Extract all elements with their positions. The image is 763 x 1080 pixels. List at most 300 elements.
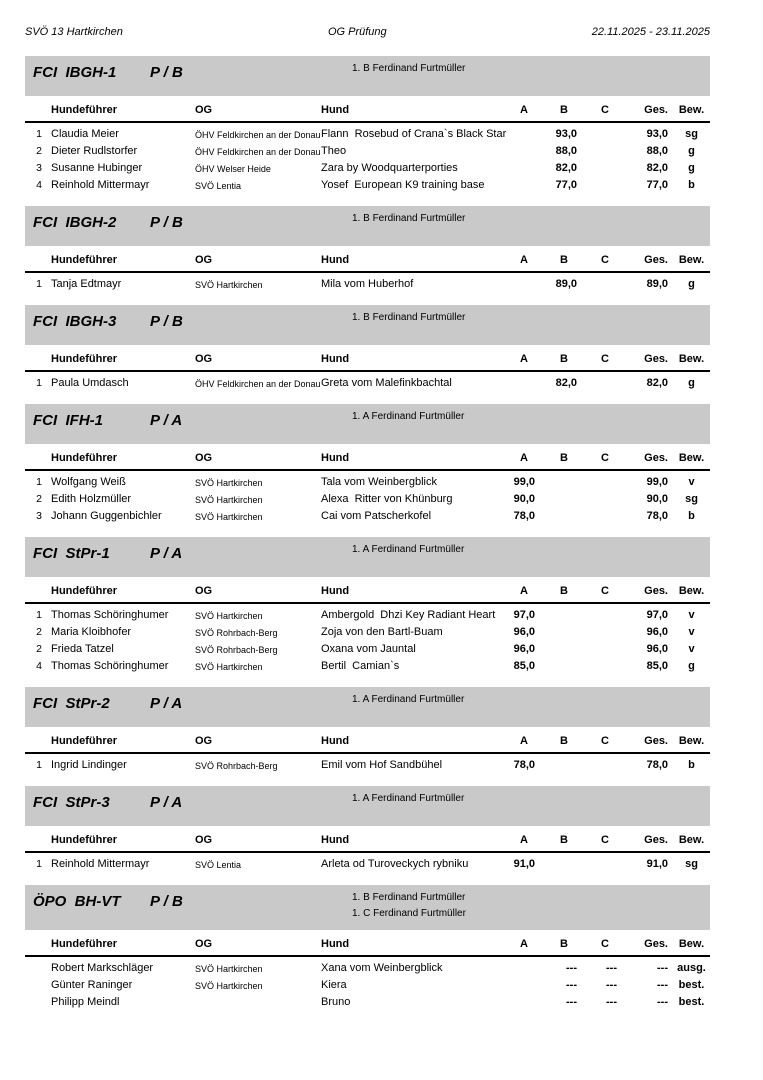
result-row xyxy=(25,624,710,641)
column-header-og: OG xyxy=(193,104,319,122)
score-c-cell xyxy=(585,160,625,177)
column-header-a: A xyxy=(505,834,543,852)
rank-cell: 1 xyxy=(36,377,42,389)
section-title: FCI StPr-3 xyxy=(33,794,110,811)
dog-cell: Oxana vom Jauntal xyxy=(321,643,416,655)
og-cell: SVÖ Rohrbach-Berg xyxy=(195,761,278,771)
result-row xyxy=(25,977,710,994)
column-header-rank xyxy=(25,938,49,956)
score-c-cell xyxy=(585,371,625,392)
score-c-cell xyxy=(585,641,625,658)
column-header-row xyxy=(25,834,710,852)
dog-cell: Zara by Woodquarterporties xyxy=(321,162,458,174)
column-header-c: C xyxy=(585,452,625,470)
results-body xyxy=(25,272,710,293)
section-mode: P / B xyxy=(150,214,183,231)
judge-line: 1. A Ferdinand Furtmüller xyxy=(352,793,465,804)
column-header-rank xyxy=(25,254,49,272)
column-header-row xyxy=(25,735,710,753)
results-body xyxy=(25,603,710,675)
column-header-row xyxy=(25,104,710,122)
trial-section xyxy=(25,206,710,293)
og-cell: SVÖ Lentia xyxy=(195,181,242,191)
column-header-a: A xyxy=(505,254,543,272)
dog-cell: Mila vom Huberhof xyxy=(321,278,414,290)
rank-cell: 2 xyxy=(36,626,42,638)
event-dates: 22.11.2025 - 23.11.2025 xyxy=(591,26,710,38)
section-header-bar xyxy=(25,305,710,345)
handler-cell: Reinhold Mittermayr xyxy=(51,858,150,870)
column-header-og: OG xyxy=(193,353,319,371)
column-header-c: C xyxy=(585,585,625,603)
column-header-c: C xyxy=(585,353,625,371)
column-header-rank xyxy=(25,452,49,470)
score-a-cell: 91,0 xyxy=(513,858,535,870)
handler-cell: Claudia Meier xyxy=(51,128,119,140)
score-b-cell xyxy=(543,491,585,508)
score-b-cell: 82,0 xyxy=(555,162,577,174)
judge-list xyxy=(25,687,710,716)
score-c-cell xyxy=(585,658,625,675)
score-a-cell: 78,0 xyxy=(513,759,535,771)
dog-cell: Arleta od Turoveckych rybniku xyxy=(321,858,469,870)
score-a-cell: 99,0 xyxy=(513,476,535,488)
score-a-cell xyxy=(505,122,543,143)
score-c-cell xyxy=(585,624,625,641)
og-cell: SVÖ Hartkirchen xyxy=(195,280,263,290)
handler-cell: Edith Holzmüller xyxy=(51,493,132,505)
column-header-og: OG xyxy=(193,834,319,852)
column-header-a: A xyxy=(505,452,543,470)
result-row xyxy=(25,658,710,675)
score-c-cell: --- xyxy=(606,996,617,1008)
column-header-row xyxy=(25,585,710,603)
score-b-cell: 82,0 xyxy=(555,377,577,389)
section-header-bar xyxy=(25,206,710,246)
results-table xyxy=(25,834,710,873)
trial-section xyxy=(25,537,710,675)
result-row xyxy=(25,508,710,525)
rating-cell: g xyxy=(688,162,695,174)
rating-cell: v xyxy=(688,476,695,488)
og-cell: SVÖ Lentia xyxy=(195,860,242,870)
judge-line: 1. B Ferdinand Furtmüller xyxy=(352,312,466,323)
result-row xyxy=(25,470,710,491)
column-header-rating: Bew. xyxy=(673,735,710,753)
column-header-rating: Bew. xyxy=(673,938,710,956)
judge-line: 1. B Ferdinand Furtmüller xyxy=(352,63,466,74)
column-header-total: Ges. xyxy=(625,585,673,603)
result-row xyxy=(25,641,710,658)
result-row xyxy=(25,371,710,392)
section-mode: P / A xyxy=(150,695,183,712)
score-b-cell: 89,0 xyxy=(555,278,577,290)
og-cell: SVÖ Rohrbach-Berg xyxy=(195,645,278,655)
score-a-cell: 97,0 xyxy=(513,609,535,621)
section-title: FCI IFH-1 xyxy=(33,412,103,429)
result-row xyxy=(25,160,710,177)
handler-cell: Frieda Tatzel xyxy=(51,643,114,655)
column-header-dog: Hund xyxy=(319,104,505,122)
score-total-cell: 85,0 xyxy=(646,660,668,672)
section-mode: P / A xyxy=(150,545,183,562)
rating-cell: ausg. xyxy=(677,962,706,974)
score-total-cell: --- xyxy=(657,962,668,974)
dog-cell: Theo xyxy=(321,145,347,157)
column-header-a: A xyxy=(505,585,543,603)
score-b-cell xyxy=(543,508,585,525)
judge-list xyxy=(25,786,710,815)
rating-cell: g xyxy=(688,660,695,672)
score-c-cell xyxy=(585,470,625,491)
section-header-bar xyxy=(25,56,710,96)
results-table xyxy=(25,585,710,675)
rank-cell xyxy=(25,994,49,1010)
section-mode: P / A xyxy=(150,412,183,429)
column-header-rating: Bew. xyxy=(673,585,710,603)
column-header-total: Ges. xyxy=(625,834,673,852)
handler-cell: Dieter Rudlstorfer xyxy=(51,145,138,157)
column-header-rating: Bew. xyxy=(673,254,710,272)
column-header-b: B xyxy=(543,585,585,603)
column-header-dog: Hund xyxy=(319,452,505,470)
og-cell: SVÖ Hartkirchen xyxy=(195,662,263,672)
og-cell: SVÖ Hartkirchen xyxy=(195,964,263,974)
section-title: FCI StPr-2 xyxy=(33,695,110,712)
results-body xyxy=(25,470,710,525)
rank-cell: 2 xyxy=(36,643,42,655)
score-b-cell xyxy=(543,470,585,491)
judge-line: 1. A Ferdinand Furtmüller xyxy=(352,694,465,705)
score-b-cell: --- xyxy=(566,979,577,991)
section-header-bar xyxy=(25,404,710,444)
rating-cell: b xyxy=(688,759,695,771)
score-b-cell: 88,0 xyxy=(555,145,577,157)
column-header-b: B xyxy=(543,353,585,371)
column-header-dog: Hund xyxy=(319,834,505,852)
column-header-handler: Hundeführer xyxy=(49,452,193,470)
column-header-c: C xyxy=(585,834,625,852)
og-cell: SVÖ Hartkirchen xyxy=(195,611,263,621)
trial-section xyxy=(25,404,710,525)
section-title: FCI IBGH-1 xyxy=(33,64,117,81)
score-b-cell xyxy=(543,658,585,675)
column-header-row xyxy=(25,254,710,272)
rank-cell: 1 xyxy=(36,128,42,140)
score-c-cell: --- xyxy=(606,979,617,991)
rank-cell: 3 xyxy=(36,510,42,522)
score-total-cell: 78,0 xyxy=(646,510,668,522)
column-header-row xyxy=(25,353,710,371)
og-cell: ÖHV Feldkirchen an der Donau xyxy=(195,379,321,389)
score-a-cell: 85,0 xyxy=(513,660,535,672)
section-header-bar xyxy=(25,786,710,826)
handler-cell: Thomas Schöringhumer xyxy=(51,609,169,621)
score-c-cell xyxy=(585,603,625,624)
og-cell: ÖHV Welser Heide xyxy=(195,164,271,174)
dog-cell: Alexa Ritter von Khünburg xyxy=(321,493,453,505)
rating-cell: v xyxy=(688,626,695,638)
result-row xyxy=(25,177,710,194)
judge-line: 1. C Ferdinand Furtmüller xyxy=(352,908,466,919)
score-c-cell xyxy=(585,143,625,160)
column-header-total: Ges. xyxy=(625,938,673,956)
score-c-cell xyxy=(585,272,625,293)
og-cell: SVÖ Hartkirchen xyxy=(195,478,263,488)
column-header-b: B xyxy=(543,104,585,122)
rating-cell: best. xyxy=(678,979,705,991)
section-title: FCI IBGH-3 xyxy=(33,313,117,330)
judge-list xyxy=(25,206,710,235)
handler-cell: Johann Guggenbichler xyxy=(51,510,162,522)
section-mode: P / B xyxy=(150,893,183,910)
score-b-cell xyxy=(543,624,585,641)
rank-cell: 2 xyxy=(36,493,42,505)
results-body xyxy=(25,371,710,392)
results-body xyxy=(25,122,710,194)
judge-line: 1. B Ferdinand Furtmüller xyxy=(352,892,466,903)
score-total-cell: 82,0 xyxy=(646,162,668,174)
dog-cell: Cai vom Patscherkofel xyxy=(321,510,432,522)
rating-cell: sg xyxy=(685,128,698,140)
dog-cell: Bruno xyxy=(321,996,351,1008)
rating-cell: g xyxy=(688,377,695,389)
column-header-total: Ges. xyxy=(625,254,673,272)
handler-cell: Susanne Hubinger xyxy=(51,162,143,174)
rank-cell: 1 xyxy=(36,609,42,621)
handler-cell: Robert Markschläger xyxy=(51,962,154,974)
score-c-cell xyxy=(585,508,625,525)
score-total-cell: --- xyxy=(657,996,668,1008)
section-header-bar xyxy=(25,885,710,930)
result-row xyxy=(25,603,710,624)
score-total-cell: 90,0 xyxy=(646,493,668,505)
column-header-dog: Hund xyxy=(319,735,505,753)
rating-cell: b xyxy=(688,179,695,191)
score-a-cell xyxy=(505,272,543,293)
column-header-a: A xyxy=(505,938,543,956)
score-total-cell: 99,0 xyxy=(646,476,668,488)
dog-cell: Ambergold Dhzi Key Radiant Heart xyxy=(321,609,496,621)
results-table xyxy=(25,104,710,194)
score-a-cell: 78,0 xyxy=(513,510,535,522)
judge-line: 1. A Ferdinand Furtmüller xyxy=(352,544,465,555)
dog-cell: Kiera xyxy=(321,979,347,991)
score-b-cell: 77,0 xyxy=(555,179,577,191)
score-a-cell: 96,0 xyxy=(513,643,535,655)
judge-list xyxy=(25,885,710,930)
handler-cell: Maria Kloibhofer xyxy=(51,626,132,638)
column-header-c: C xyxy=(585,254,625,272)
og-cell: SVÖ Hartkirchen xyxy=(195,512,263,522)
handler-cell: Reinhold Mittermayr xyxy=(51,179,150,191)
score-total-cell: --- xyxy=(657,979,668,991)
score-a-cell xyxy=(505,160,543,177)
score-total-cell: 78,0 xyxy=(646,759,668,771)
rating-cell: v xyxy=(688,609,695,621)
score-b-cell: --- xyxy=(566,996,577,1008)
score-c-cell xyxy=(585,491,625,508)
section-title: FCI IBGH-2 xyxy=(33,214,117,231)
score-b-cell xyxy=(543,753,585,774)
column-header-a: A xyxy=(505,353,543,371)
rank-cell: 1 xyxy=(36,759,42,771)
section-header-bar xyxy=(25,687,710,727)
score-c-cell xyxy=(585,852,625,873)
judge-list xyxy=(25,404,710,433)
column-header-rank xyxy=(25,735,49,753)
column-header-total: Ges. xyxy=(625,452,673,470)
score-a-cell xyxy=(505,977,543,994)
result-row xyxy=(25,272,710,293)
section-mode: P / B xyxy=(150,313,183,330)
score-b-cell: 93,0 xyxy=(555,128,577,140)
column-header-og: OG xyxy=(193,735,319,753)
result-row xyxy=(25,956,710,977)
column-header-rating: Bew. xyxy=(673,353,710,371)
column-header-row xyxy=(25,452,710,470)
score-total-cell: 93,0 xyxy=(646,128,668,140)
column-header-rank xyxy=(25,104,49,122)
rank-cell: 4 xyxy=(36,179,42,191)
score-c-cell: --- xyxy=(606,962,617,974)
column-header-rank xyxy=(25,834,49,852)
score-b-cell xyxy=(543,641,585,658)
column-header-dog: Hund xyxy=(319,938,505,956)
score-a-cell xyxy=(505,143,543,160)
event-type: OG Prüfung xyxy=(327,26,387,38)
dog-cell: Flann Rosebud of Crana`s Black Star xyxy=(321,128,507,140)
dog-cell: Yosef European K9 training base xyxy=(321,179,485,191)
score-total-cell: 89,0 xyxy=(646,278,668,290)
section-mode: P / A xyxy=(150,794,183,811)
og-cell: SVÖ Hartkirchen xyxy=(195,495,263,505)
score-b-cell: --- xyxy=(566,962,577,974)
column-header-total: Ges. xyxy=(625,735,673,753)
rank-cell xyxy=(25,956,49,977)
trial-section xyxy=(25,56,710,194)
column-header-total: Ges. xyxy=(625,104,673,122)
column-header-rating: Bew. xyxy=(673,452,710,470)
section-header-bar xyxy=(25,537,710,577)
column-header-b: B xyxy=(543,254,585,272)
column-header-b: B xyxy=(543,938,585,956)
results-table xyxy=(25,938,710,1010)
score-total-cell: 97,0 xyxy=(646,609,668,621)
score-a-cell xyxy=(505,994,543,1010)
dog-cell: Tala vom Weinbergblick xyxy=(321,476,437,488)
score-b-cell xyxy=(543,603,585,624)
trial-section xyxy=(25,885,710,1010)
result-row xyxy=(25,994,710,1010)
trial-section xyxy=(25,305,710,392)
rating-cell: best. xyxy=(678,996,705,1008)
column-header-c: C xyxy=(585,735,625,753)
column-header-rating: Bew. xyxy=(673,834,710,852)
column-header-rank xyxy=(25,353,49,371)
result-row xyxy=(25,852,710,873)
handler-cell: Günter Raninger xyxy=(51,979,133,991)
score-c-cell xyxy=(585,177,625,194)
column-header-rank xyxy=(25,585,49,603)
section-title: ÖPO BH-VT xyxy=(33,893,121,910)
rating-cell: v xyxy=(688,643,695,655)
judge-line: 1. B Ferdinand Furtmüller xyxy=(352,213,466,224)
dog-cell: Xana vom Weinbergblick xyxy=(321,962,443,974)
column-header-a: A xyxy=(505,104,543,122)
results-body xyxy=(25,956,710,1010)
rating-cell: g xyxy=(688,145,695,157)
column-header-dog: Hund xyxy=(319,254,505,272)
column-header-og: OG xyxy=(193,254,319,272)
column-header-b: B xyxy=(543,834,585,852)
judge-line: 1. A Ferdinand Furtmüller xyxy=(352,411,465,422)
column-header-og: OG xyxy=(193,585,319,603)
rank-cell: 3 xyxy=(36,162,42,174)
score-total-cell: 88,0 xyxy=(646,145,668,157)
section-title: FCI StPr-1 xyxy=(33,545,110,562)
rating-cell: sg xyxy=(685,858,698,870)
event-club: SVÖ 13 Hartkirchen xyxy=(25,26,123,38)
score-a-cell xyxy=(505,177,543,194)
score-c-cell xyxy=(585,753,625,774)
column-header-handler: Hundeführer xyxy=(49,353,193,371)
column-header-dog: Hund xyxy=(319,585,505,603)
og-cell: SVÖ Rohrbach-Berg xyxy=(195,628,278,638)
result-row xyxy=(25,753,710,774)
dog-cell: Greta vom Malefinkbachtal xyxy=(321,377,452,389)
column-header-handler: Hundeführer xyxy=(49,834,193,852)
column-header-og: OG xyxy=(193,452,319,470)
column-header-row xyxy=(25,938,710,956)
rank-cell: 2 xyxy=(36,145,42,157)
column-header-handler: Hundeführer xyxy=(49,938,193,956)
results-body xyxy=(25,852,710,873)
score-b-cell xyxy=(543,852,585,873)
dog-cell: Zoja von den Bartl-Buam xyxy=(321,626,443,638)
column-header-c: C xyxy=(585,104,625,122)
column-header-b: B xyxy=(543,452,585,470)
result-row xyxy=(25,122,710,143)
column-header-c: C xyxy=(585,938,625,956)
results-body xyxy=(25,753,710,774)
column-header-total: Ges. xyxy=(625,353,673,371)
sections-container xyxy=(25,56,710,1010)
result-row xyxy=(25,143,710,160)
page-header xyxy=(25,26,710,39)
rating-cell: g xyxy=(688,278,695,290)
judge-list xyxy=(25,305,710,334)
results-table xyxy=(25,735,710,774)
score-a-cell: 96,0 xyxy=(513,626,535,638)
column-header-dog: Hund xyxy=(319,353,505,371)
rank-cell: 1 xyxy=(36,858,42,870)
rating-cell: sg xyxy=(685,493,698,505)
results-table xyxy=(25,254,710,293)
trial-section xyxy=(25,687,710,774)
og-cell: SVÖ Hartkirchen xyxy=(195,981,263,991)
column-header-a: A xyxy=(505,735,543,753)
score-a-cell: 90,0 xyxy=(513,493,535,505)
result-row xyxy=(25,491,710,508)
rank-cell xyxy=(25,977,49,994)
rank-cell: 1 xyxy=(36,476,42,488)
score-total-cell: 96,0 xyxy=(646,643,668,655)
og-cell: ÖHV Feldkirchen an der Donau xyxy=(195,130,321,140)
column-header-handler: Hundeführer xyxy=(49,585,193,603)
judge-list xyxy=(25,56,710,85)
score-a-cell xyxy=(505,956,543,977)
